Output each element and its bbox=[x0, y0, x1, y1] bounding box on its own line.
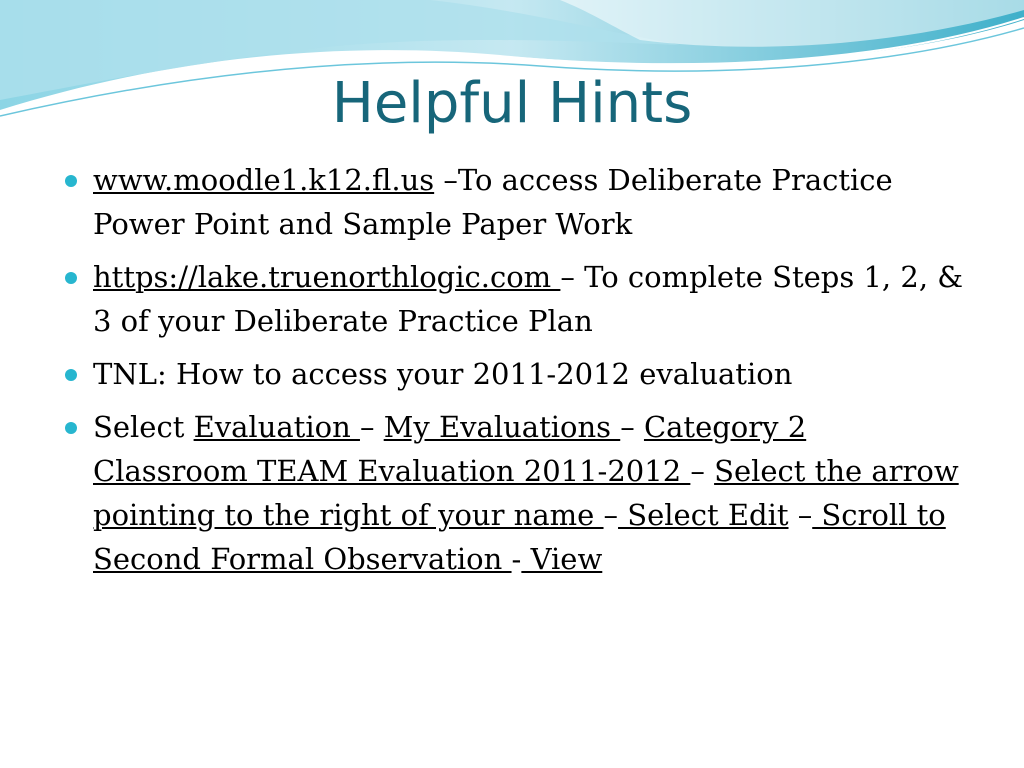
bullet-text: –To access Deliberate Practice Power Point and Sample Paper Work bbox=[93, 163, 893, 241]
bullet-dot-icon bbox=[65, 175, 77, 187]
step-evaluation-link[interactable]: Evaluation bbox=[193, 410, 360, 444]
step-separator: – bbox=[603, 498, 619, 532]
bullet-item bbox=[64, 255, 964, 343]
step-separator: – bbox=[788, 498, 813, 532]
step-separator: – bbox=[620, 410, 644, 444]
bullet-text: – To complete Steps 1, 2, & 3 of your Deliberate Practice Plan bbox=[93, 260, 964, 338]
truenorthlogic-link[interactable]: https://lake.truenorthlogic.com bbox=[93, 260, 561, 294]
bullet-prefix: Select bbox=[93, 410, 194, 444]
step-my-evaluations-link[interactable]: My Evaluations bbox=[383, 410, 621, 444]
step-scroll-link[interactable]: Scroll to Second Formal Observation bbox=[93, 498, 946, 576]
bullet-item-navigation-steps bbox=[64, 405, 964, 581]
step-select-edit-link[interactable]: Select Edit bbox=[618, 498, 789, 532]
step-view-link[interactable]: View bbox=[521, 542, 603, 576]
bullet-list bbox=[64, 158, 964, 590]
bullet-dot-icon bbox=[65, 422, 77, 434]
bullet-dot-icon bbox=[65, 369, 77, 381]
step-separator: – bbox=[359, 410, 384, 444]
bullet-dot-icon bbox=[65, 272, 77, 284]
step-select-arrow-link[interactable]: Select the arrow pointing to the right of your name bbox=[93, 454, 959, 532]
bullet-item bbox=[64, 352, 964, 396]
slide-title: Helpful Hints bbox=[331, 71, 693, 136]
bullet-item bbox=[64, 158, 964, 246]
step-category-link[interactable]: Category 2 Classroom TEAM Evaluation 2011-2012 bbox=[93, 410, 807, 488]
step-separator: - bbox=[511, 542, 522, 576]
moodle-link[interactable]: www.moodle1.k12.fl.us bbox=[93, 163, 435, 197]
bullet-text: TNL: How to access your 2011-2012 evaluation bbox=[93, 357, 793, 391]
step-separator: – bbox=[690, 454, 715, 488]
